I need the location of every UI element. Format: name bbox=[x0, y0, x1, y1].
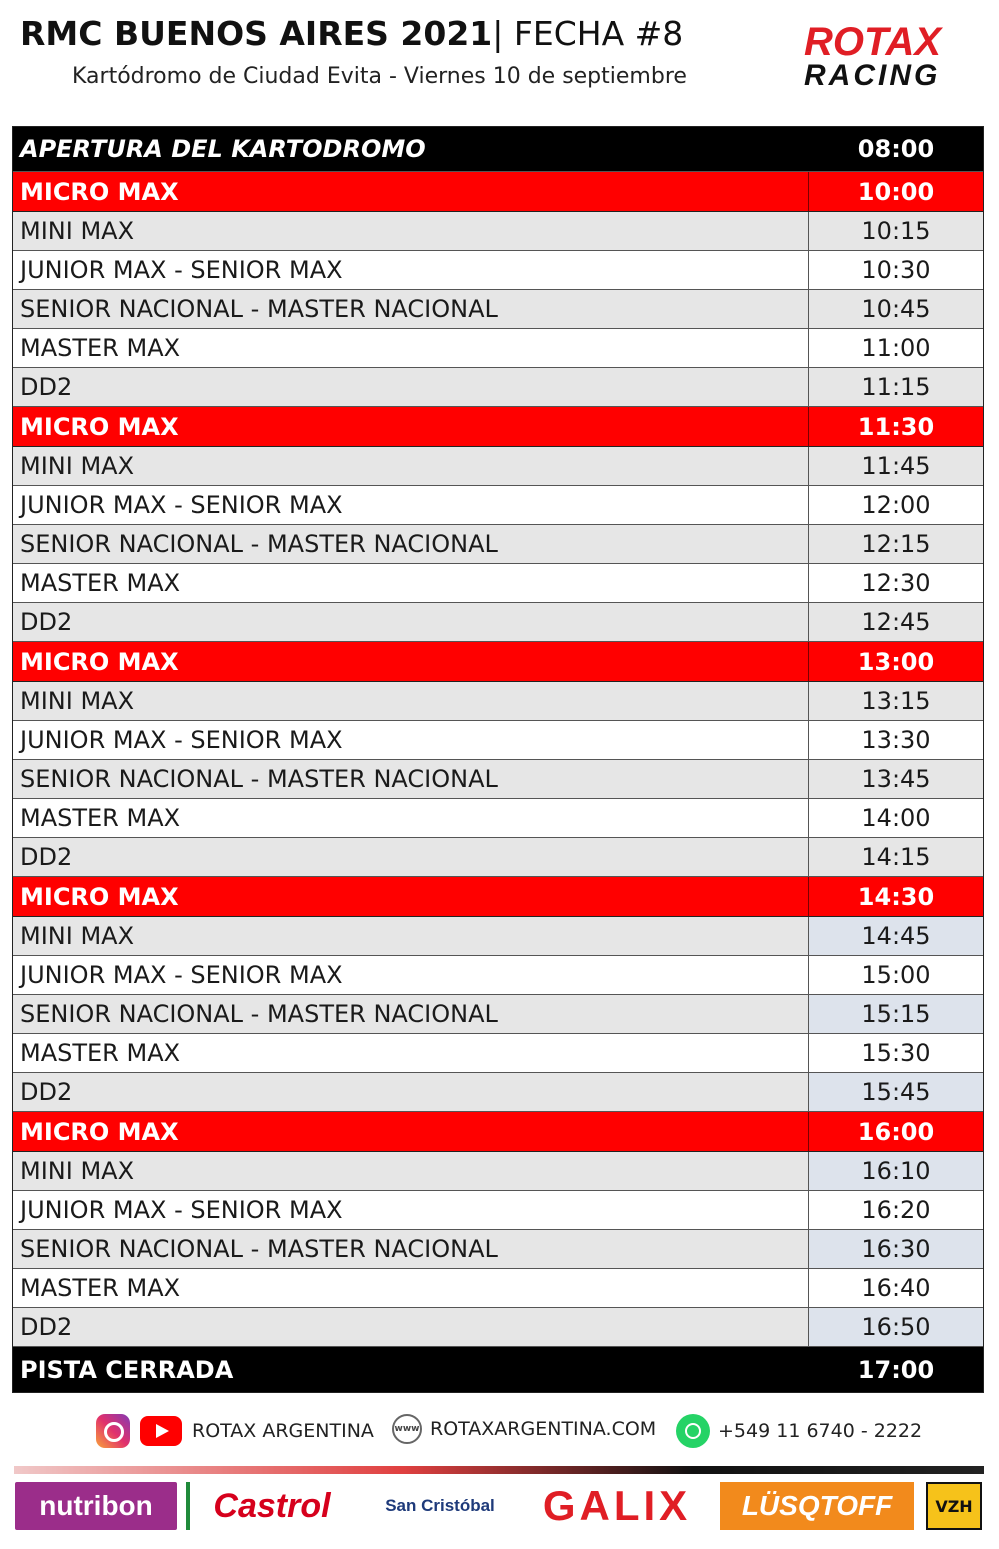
session-name: DD2 bbox=[13, 838, 809, 876]
session-time: 15:00 bbox=[809, 956, 983, 994]
session-time: 16:50 bbox=[809, 1308, 983, 1346]
schedule-row bbox=[13, 642, 983, 682]
schedule-row bbox=[13, 682, 983, 721]
youtube-icon bbox=[140, 1416, 182, 1446]
session-name: SENIOR NACIONAL - MASTER NACIONAL bbox=[13, 290, 809, 328]
social-handle: ROTAX ARGENTINA bbox=[192, 1420, 374, 1442]
session-name: MASTER MAX bbox=[13, 329, 809, 367]
social-youtube-instagram[interactable] bbox=[96, 1414, 374, 1448]
schedule-row bbox=[13, 956, 983, 995]
schedule-row bbox=[13, 1230, 983, 1269]
sponsor-san-cristobal: San Cristóbal bbox=[385, 1496, 495, 1515]
page-title bbox=[20, 14, 683, 53]
session-name: DD2 bbox=[13, 603, 809, 641]
social-bar bbox=[0, 1408, 999, 1458]
globe-icon: www bbox=[392, 1414, 422, 1444]
session-name: JUNIOR MAX - SENIOR MAX bbox=[13, 251, 809, 289]
sponsor-nutribon: nutribon bbox=[15, 1482, 177, 1530]
schedule-row bbox=[13, 564, 983, 603]
schedule-row bbox=[13, 760, 983, 799]
session-time: 16:10 bbox=[809, 1152, 983, 1190]
session-name: JUNIOR MAX - SENIOR MAX bbox=[13, 1191, 809, 1229]
schedule-row bbox=[13, 995, 983, 1034]
session-time: 16:20 bbox=[809, 1191, 983, 1229]
session-time: 10:45 bbox=[861, 295, 931, 323]
logo-racing: RACING bbox=[804, 59, 941, 92]
session-time: 12:00 bbox=[861, 491, 931, 519]
schedule-row bbox=[13, 525, 983, 564]
schedule-row bbox=[13, 917, 983, 956]
page-subtitle: Kartódromo de Ciudad Evita - Viernes 10 de septiembre bbox=[72, 64, 687, 89]
session-time: 14:45 bbox=[809, 917, 983, 955]
session-name: MICRO MAX bbox=[13, 1112, 809, 1151]
session-time: 16:00 bbox=[857, 1117, 935, 1146]
title-event: RMC BUENOS AIRES 2021 bbox=[20, 14, 493, 53]
session-time: 13:45 bbox=[861, 765, 931, 793]
session-name: MICRO MAX bbox=[13, 642, 809, 681]
title-fecha: FECHA #8 bbox=[513, 14, 684, 53]
schedule-row bbox=[13, 1073, 983, 1112]
session-name: SENIOR NACIONAL - MASTER NACIONAL bbox=[13, 760, 809, 798]
session-name: MINI MAX bbox=[13, 682, 809, 720]
schedule-table bbox=[12, 126, 984, 1393]
session-name: MINI MAX bbox=[13, 212, 809, 250]
session-name: MASTER MAX bbox=[13, 1269, 809, 1307]
session-name: MINI MAX bbox=[13, 1152, 809, 1190]
instagram-icon bbox=[96, 1414, 130, 1448]
session-name: MASTER MAX bbox=[13, 564, 809, 602]
session-time: 12:45 bbox=[861, 608, 931, 636]
session-name: JUNIOR MAX - SENIOR MAX bbox=[13, 721, 809, 759]
session-time: 10:30 bbox=[861, 256, 931, 284]
session-time: 14:00 bbox=[861, 804, 931, 832]
sponsors-bar bbox=[0, 1482, 999, 1538]
sponsor-vzh: VZH bbox=[926, 1482, 982, 1530]
session-name: DD2 bbox=[13, 368, 809, 406]
session-time: 11:00 bbox=[861, 334, 931, 362]
schedule-row bbox=[13, 329, 983, 368]
phone-text: +549 11 6740 - 2222 bbox=[718, 1420, 923, 1442]
schedule-row bbox=[13, 1191, 983, 1230]
schedule-row bbox=[13, 838, 983, 877]
schedule-row bbox=[13, 877, 983, 917]
schedule-row bbox=[13, 1347, 983, 1392]
website-text: ROTAXARGENTINA.COM bbox=[430, 1418, 657, 1440]
session-name: MASTER MAX bbox=[13, 799, 809, 837]
session-time: 15:15 bbox=[809, 995, 983, 1033]
session-time: 11:30 bbox=[857, 412, 935, 441]
header bbox=[0, 0, 999, 120]
session-name: DD2 bbox=[13, 1073, 809, 1111]
rotax-racing-logo bbox=[804, 22, 984, 90]
session-time: 14:15 bbox=[861, 843, 931, 871]
session-time: 12:15 bbox=[861, 530, 931, 558]
logo-rotax: ROTAX bbox=[804, 20, 942, 64]
footer-divider bbox=[14, 1466, 984, 1474]
session-name: SENIOR NACIONAL - MASTER NACIONAL bbox=[13, 995, 809, 1033]
session-name: MICRO MAX bbox=[13, 877, 809, 916]
session-name: JUNIOR MAX - SENIOR MAX bbox=[13, 956, 809, 994]
session-time: 12:30 bbox=[861, 569, 931, 597]
schedule-row bbox=[13, 368, 983, 407]
session-time: 15:30 bbox=[809, 1034, 983, 1072]
session-time: 16:30 bbox=[809, 1230, 983, 1268]
sponsor-lusqtoff: LÜSQTOFF bbox=[720, 1482, 914, 1530]
session-time: 13:00 bbox=[857, 647, 935, 676]
whatsapp-icon bbox=[676, 1414, 710, 1448]
session-name: MICRO MAX bbox=[13, 172, 809, 211]
session-time: 13:15 bbox=[861, 687, 931, 715]
session-time: 10:15 bbox=[861, 217, 931, 245]
schedule-row bbox=[13, 1308, 983, 1347]
schedule-row bbox=[13, 172, 983, 212]
social-whatsapp[interactable] bbox=[676, 1414, 922, 1448]
schedule-row bbox=[13, 1112, 983, 1152]
session-time: 10:00 bbox=[857, 177, 935, 206]
session-name: MINI MAX bbox=[13, 917, 809, 955]
schedule-row bbox=[13, 1152, 983, 1191]
session-name: SENIOR NACIONAL - MASTER NACIONAL bbox=[13, 1230, 809, 1268]
schedule-row bbox=[13, 407, 983, 447]
session-name: APERTURA DEL KARTODROMO bbox=[20, 135, 426, 163]
schedule-row bbox=[13, 447, 983, 486]
session-name: MASTER MAX bbox=[13, 1034, 809, 1072]
schedule-row bbox=[13, 212, 983, 251]
session-time: 16:40 bbox=[809, 1269, 983, 1307]
schedule-row bbox=[13, 603, 983, 642]
schedule-row bbox=[13, 486, 983, 525]
sponsor-castrol: Castrol bbox=[186, 1482, 354, 1530]
session-time: 14:30 bbox=[857, 882, 935, 911]
session-name: PISTA CERRADA bbox=[20, 1355, 234, 1384]
schedule-row bbox=[13, 1034, 983, 1073]
sponsor-galix: GALIX bbox=[542, 1482, 692, 1529]
schedule-row bbox=[13, 251, 983, 290]
schedule-row bbox=[13, 290, 983, 329]
session-name: JUNIOR MAX - SENIOR MAX bbox=[13, 486, 809, 524]
session-name: MICRO MAX bbox=[13, 407, 809, 446]
session-name: DD2 bbox=[13, 1308, 809, 1346]
social-website[interactable] bbox=[392, 1414, 656, 1444]
session-time: 11:45 bbox=[861, 452, 931, 480]
session-time: 13:30 bbox=[861, 726, 931, 754]
session-time: 17:00 bbox=[857, 1355, 935, 1384]
session-time: 08:00 bbox=[857, 135, 935, 163]
title-separator: | bbox=[492, 14, 504, 53]
schedule-row bbox=[13, 799, 983, 838]
session-name: MINI MAX bbox=[13, 447, 809, 485]
schedule-row bbox=[13, 721, 983, 760]
schedule-row bbox=[13, 1269, 983, 1308]
session-time: 15:45 bbox=[809, 1073, 983, 1111]
session-name: SENIOR NACIONAL - MASTER NACIONAL bbox=[13, 525, 809, 563]
schedule-row bbox=[13, 127, 983, 172]
session-time: 11:15 bbox=[861, 373, 931, 401]
